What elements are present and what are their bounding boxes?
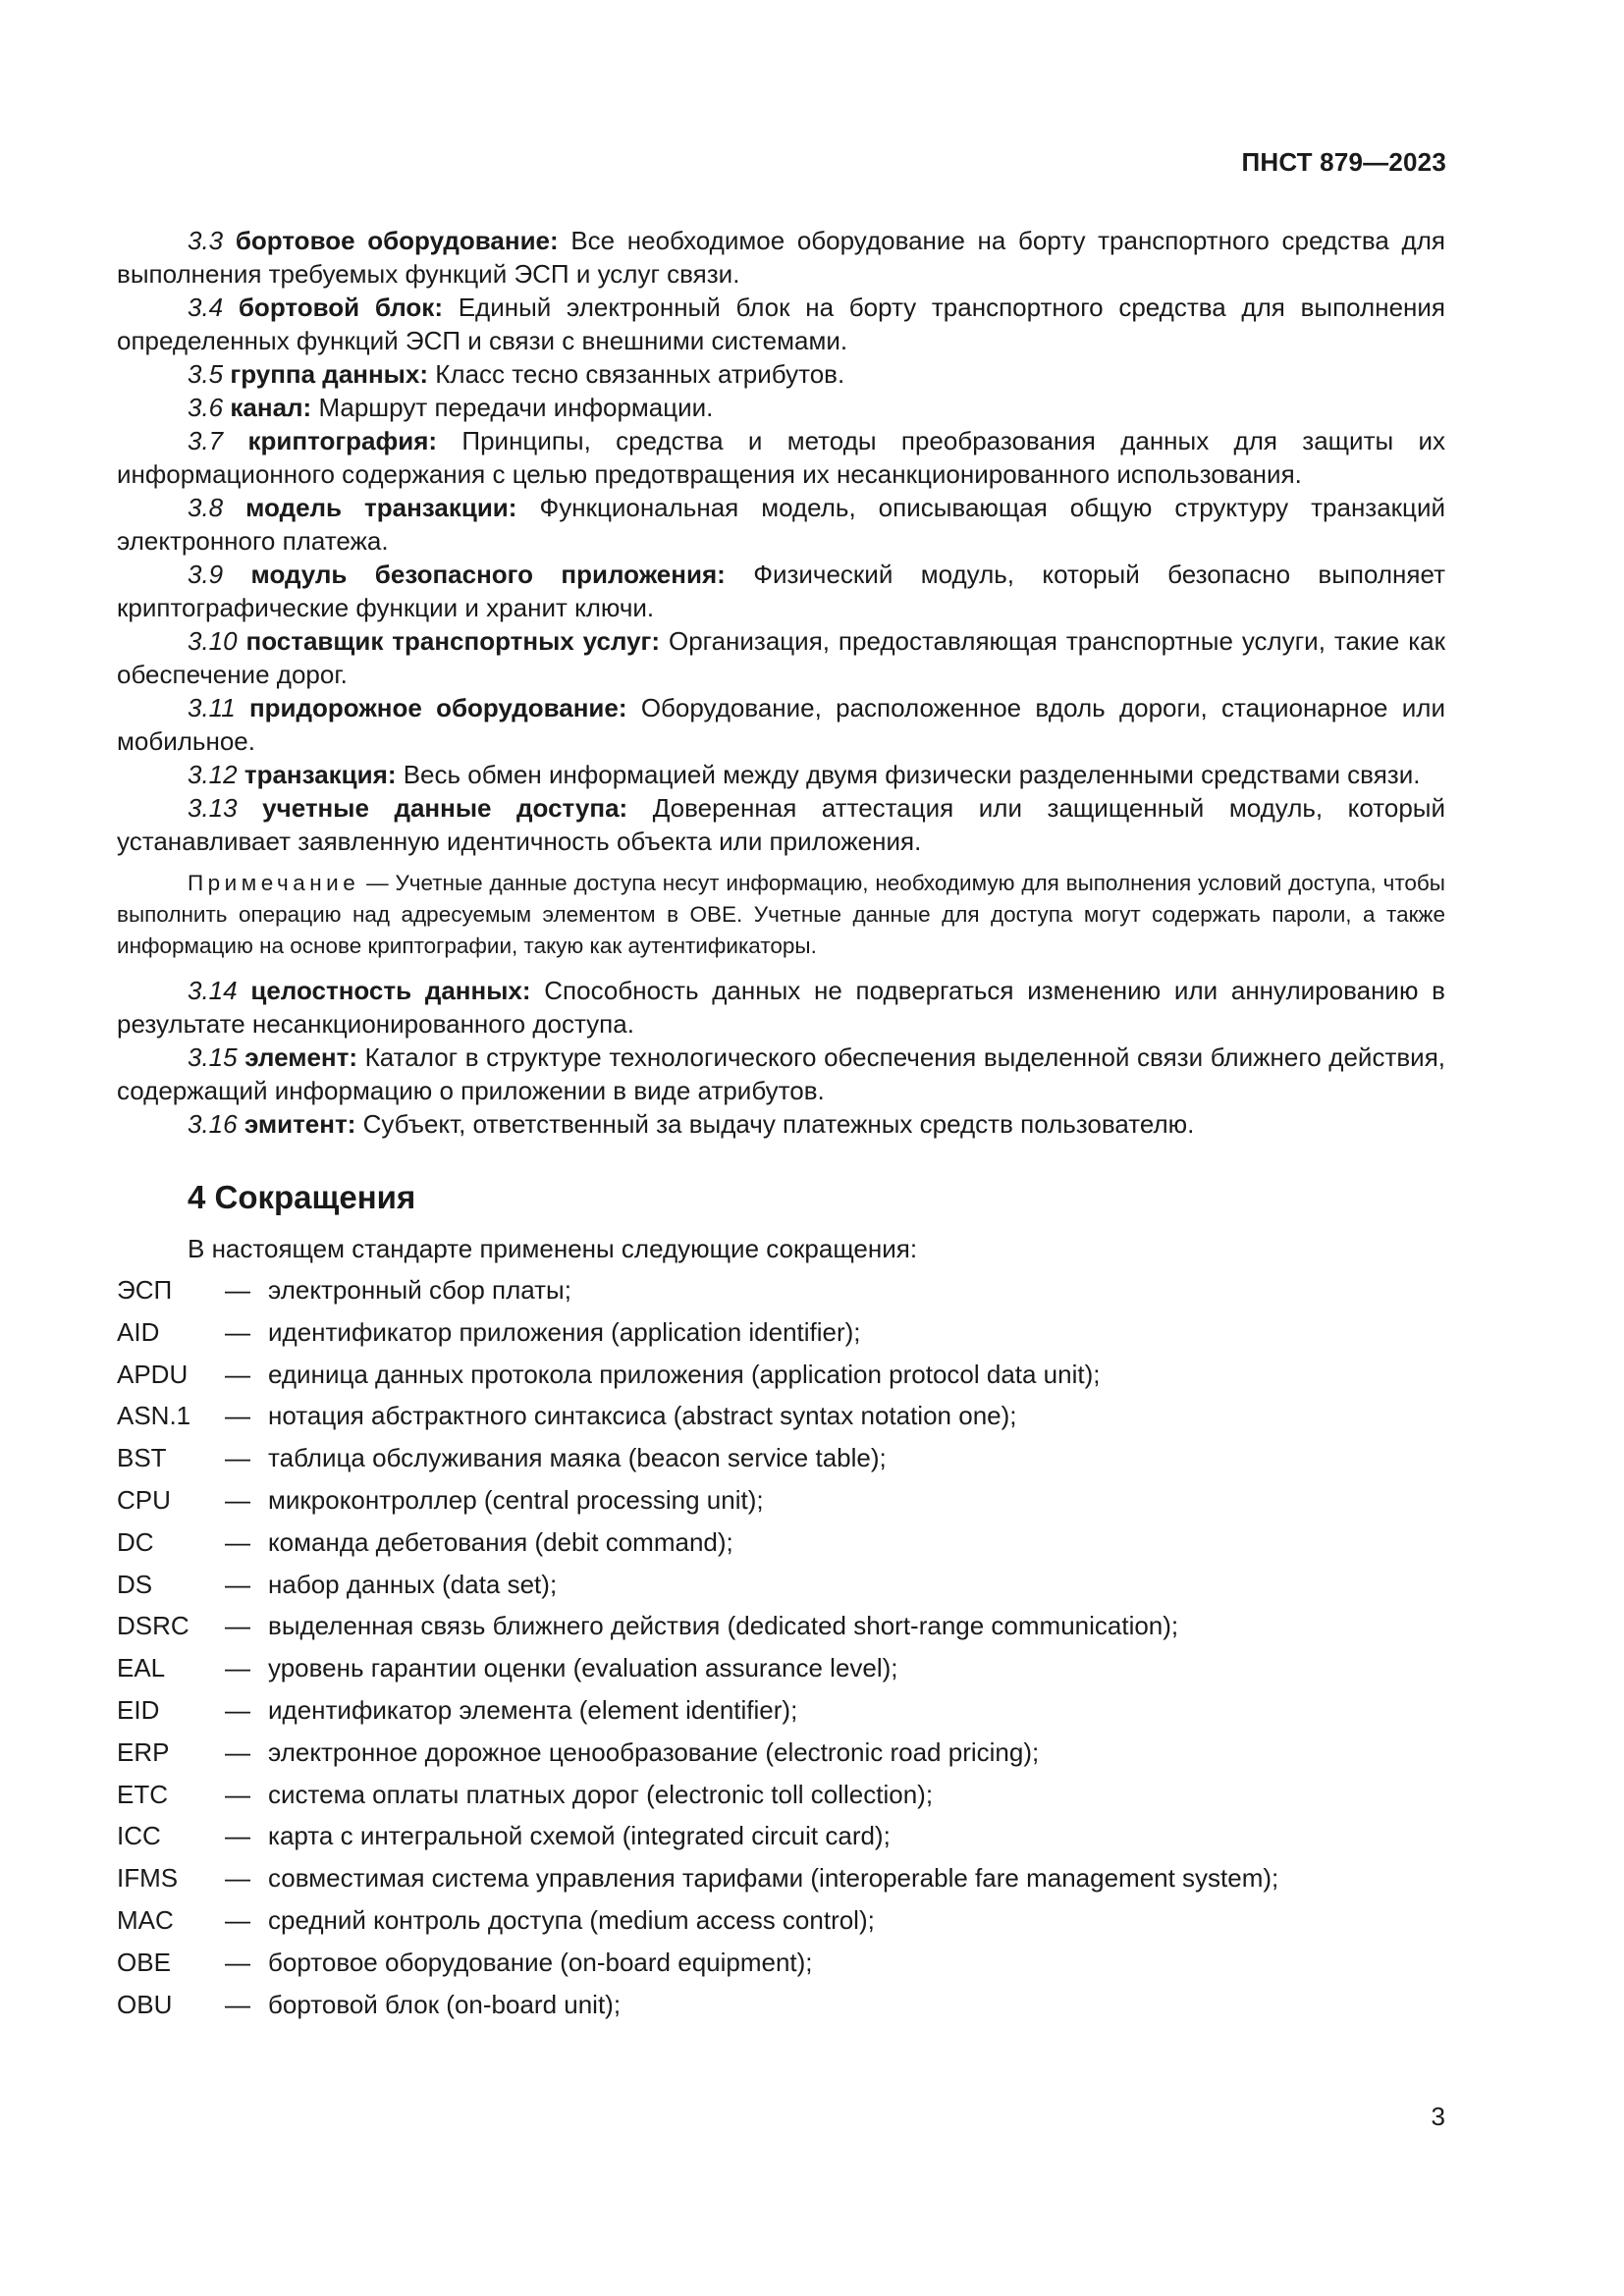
term-definition: Субъект, ответственный за выдачу платежных средств пользователю. [362, 1109, 1195, 1139]
abbreviation-dash: — [225, 1526, 250, 1557]
abbreviation-dash: — [225, 1653, 250, 1683]
term-name: эмитент: [244, 1109, 356, 1139]
abbreviation-dash: — [225, 1821, 250, 1851]
terms-list-a [117, 224, 1445, 858]
term-entry [117, 691, 1445, 758]
term-name: группа данных: [230, 359, 429, 389]
abbreviation-code: EID [117, 1694, 160, 1725]
term-definition: Физический модуль, который безопасно выполняет криптографические функции и хранит ключи. [117, 560, 1445, 622]
abbreviation-row [117, 1899, 1445, 1942]
term-number: 3.6 [188, 393, 224, 422]
term-name: криптография: [247, 426, 438, 455]
term-definition: Весь обмен информацией между двумя физически разделенными средствами связи. [403, 760, 1421, 789]
term-number: 3.15 [188, 1042, 238, 1072]
abbreviation-text: выделенная связь ближнего действия (dedicated short-range communication); [268, 1611, 1179, 1641]
term-entry [117, 291, 1445, 357]
terms-list-b [117, 974, 1445, 1141]
term-definition: Функциональная модель, описывающая общую структуру транзакций электронного платежа. [117, 493, 1445, 556]
abbreviation-row [117, 1984, 1445, 2026]
abbreviation-text: средний контроль доступа (medium access control); [268, 1904, 875, 1935]
term-number: 3.3 [188, 226, 224, 255]
term-entry [117, 974, 1445, 1041]
abbreviation-text: команда дебетования (debit command); [268, 1526, 733, 1557]
abbreviation-row [117, 1942, 1445, 1984]
abbreviation-text: набор данных (data set); [268, 1569, 558, 1599]
abbreviation-code: EAL [117, 1653, 166, 1683]
page-content [117, 224, 1445, 2025]
abbreviation-dash: — [225, 1401, 250, 1431]
abbreviation-code: ERP [117, 1736, 170, 1767]
abbreviation-dash: — [225, 1316, 250, 1347]
abbreviation-row [117, 1354, 1445, 1396]
term-number: 3.5 [188, 359, 224, 389]
abbreviation-dash: — [225, 1275, 250, 1305]
term-definition: Единый электронный блок на борту транспортного средства для выполнения определенных функций ЭСП и связи с внешними системами. [117, 293, 1445, 355]
term-definition: Оборудование, расположенное вдоль дороги, стационарное или мобильное. [117, 693, 1445, 756]
term-definition: Организация, предоставляющая транспортные услуги, такие как обеспечение дорог. [117, 626, 1445, 689]
abbreviation-code: CPU [117, 1484, 171, 1515]
term-number: 3.12 [188, 760, 238, 789]
term-entry [117, 357, 1445, 391]
abbreviation-text: бортовой блок (on-board unit); [268, 1989, 622, 2019]
term-entry [117, 424, 1445, 491]
term-number: 3.7 [188, 426, 224, 455]
abbreviation-dash: — [225, 1779, 250, 1809]
page-number: 3 [1431, 2102, 1445, 2131]
abbreviation-text: бортовое оборудование (on-board equipment); [268, 1947, 813, 1977]
abbreviation-row [117, 1522, 1445, 1564]
abbreviation-code: OBU [117, 1989, 173, 2019]
term-definition: Доверенная аттестация или защищенный модуль, который устанавливает заявленную идентичность объекта или приложения. [117, 793, 1445, 856]
term-name: модуль безопасного приложения: [250, 560, 726, 589]
abbreviation-dash: — [225, 1484, 250, 1515]
term-entry [117, 1107, 1445, 1141]
term-number: 3.11 [188, 693, 236, 722]
abbreviation-row [117, 1437, 1445, 1479]
abbreviation-row [117, 1395, 1445, 1437]
term-definition: Способность данных не подвергаться изменению или аннулированию в результате несанкционированного доступа. [117, 976, 1445, 1039]
term-definition: Каталог в структуре технологического обеспечения выделенной связи ближнего действия, содержащий информацию о приложении в виде атрибутов. [117, 1042, 1445, 1105]
abbreviation-code: AID [117, 1316, 160, 1347]
abbreviation-text: совместимая система управления тарифами (interoperable fare management system); [268, 1863, 1279, 1894]
term-name: элемент: [244, 1042, 358, 1072]
abbreviation-text: уровень гарантии оценки (evaluation assurance level); [268, 1653, 898, 1683]
abbreviation-text: электронный сбор платы; [268, 1275, 571, 1305]
abbreviation-row [117, 1774, 1445, 1816]
term-entry [117, 224, 1445, 291]
abbreviation-dash: — [225, 1947, 250, 1977]
abbreviation-code: ASN.1 [117, 1401, 191, 1431]
abbreviation-text: система оплаты платных дорог (electronic toll collection); [268, 1779, 934, 1809]
abbreviation-row [117, 1564, 1445, 1606]
term-entry [117, 791, 1445, 858]
section-heading: 4 Сокращения [188, 1179, 416, 1215]
abbreviation-dash: — [225, 1359, 250, 1389]
term-number: 3.13 [188, 793, 238, 823]
abbreviation-code: IFMS [117, 1863, 179, 1894]
term-name: канал: [230, 393, 312, 422]
note-label: Примечание [188, 871, 360, 895]
abbreviation-text: электронное дорожное ценообразование (electronic road pricing); [268, 1736, 1040, 1767]
term-definition: Все необходимое оборудование на борту транспортного средства для выполнения требуемых функций ЭСП и услуг связи. [117, 226, 1445, 289]
term-name: бортовое оборудование: [235, 226, 559, 255]
term-name: учетные данные доступа: [262, 793, 628, 823]
abbreviation-code: DC [117, 1526, 154, 1557]
abbreviation-code: BST [117, 1443, 167, 1473]
term-entry [117, 1041, 1445, 1107]
note [117, 868, 1445, 962]
abbreviation-dash: — [225, 1863, 250, 1894]
term-definition: Маршрут передачи информации. [318, 393, 714, 422]
abbreviation-dash: — [225, 1989, 250, 2019]
abbreviation-dash: — [225, 1611, 250, 1641]
abbreviation-dash: — [225, 1694, 250, 1725]
abbreviation-text: карта с интегральной схемой (integrated circuit card); [268, 1821, 891, 1851]
abbreviation-code: ICC [117, 1821, 161, 1851]
abbreviation-row [117, 1815, 1445, 1857]
abbreviation-row [117, 1647, 1445, 1689]
abbreviation-dash: — [225, 1569, 250, 1599]
abbreviation-code: APDU [117, 1359, 189, 1389]
abbreviation-row [117, 1732, 1445, 1774]
abbreviation-row [117, 1269, 1445, 1311]
term-number: 3.16 [188, 1109, 238, 1139]
abbreviation-dash: — [225, 1904, 250, 1935]
term-name: целостность данных: [250, 976, 531, 1005]
abbreviation-dash: — [225, 1736, 250, 1767]
term-number: 3.9 [188, 560, 224, 589]
term-name: бортовой блок: [238, 293, 443, 322]
abbreviation-list [117, 1269, 1445, 2025]
abbreviation-row [117, 1311, 1445, 1354]
abbreviation-row [117, 1689, 1445, 1732]
abbreviation-code: DSRC [117, 1611, 189, 1641]
abbreviation-code: DS [117, 1569, 153, 1599]
abbreviation-code: ЭСП [117, 1275, 173, 1305]
abbreviation-text: идентификатор приложения (application identifier); [268, 1316, 861, 1347]
term-name: модель транзакции: [245, 493, 517, 522]
abbreviation-text: единица данных протокола приложения (application protocol data unit); [268, 1359, 1101, 1389]
abbreviation-row [117, 1605, 1445, 1647]
abbreviation-code: MAC [117, 1904, 174, 1935]
abbreviation-text: таблица обслуживания маяка (beacon service table); [268, 1443, 887, 1473]
term-name: придорожное оборудование: [248, 693, 627, 722]
abbreviation-text: микроконтроллер (central processing unit); [268, 1484, 764, 1515]
term-entry [117, 558, 1445, 624]
abbreviation-row [117, 1857, 1445, 1899]
section-intro: В настоящем стандарте применены следующие сокращения: [188, 1234, 918, 1263]
document-code: ПНСТ 879—2023 [1241, 147, 1446, 177]
term-name: транзакция: [244, 760, 397, 789]
abbreviation-row [117, 1479, 1445, 1522]
note-text: — Учетные данные доступа несут информацию, необходимую для выполнения условий доступа, чтобы выполнить операцию над адресуемым элементом в OBE. Учетные данные для доступа могут содержать пароли, а также информацию на основе криптографии, такую как аутентификаторы. [117, 871, 1445, 958]
term-definition: Класс тесно связанных атрибутов. [435, 359, 845, 389]
term-number: 3.10 [188, 626, 238, 656]
term-definition: Принципы, средства и методы преобразования данных для защиты их информационного содержания с целью предотвращения их несанкционированного использования. [117, 426, 1446, 489]
abbreviation-code: OBE [117, 1947, 171, 1977]
term-name: поставщик транспортных услуг: [245, 626, 661, 656]
term-number: 3.14 [188, 976, 238, 1005]
term-number: 3.4 [188, 293, 224, 322]
abbreviation-text: нотация абстрактного синтаксиса (abstract syntax notation one); [268, 1401, 1017, 1431]
term-entry [117, 491, 1445, 558]
term-entry [117, 624, 1445, 691]
abbreviation-code: ETC [117, 1779, 168, 1809]
term-entry [117, 391, 1445, 424]
abbreviation-dash: — [225, 1443, 250, 1473]
abbreviation-text: идентификатор элемента (element identifier); [268, 1694, 798, 1725]
term-entry [117, 758, 1445, 791]
term-number: 3.8 [188, 493, 224, 522]
